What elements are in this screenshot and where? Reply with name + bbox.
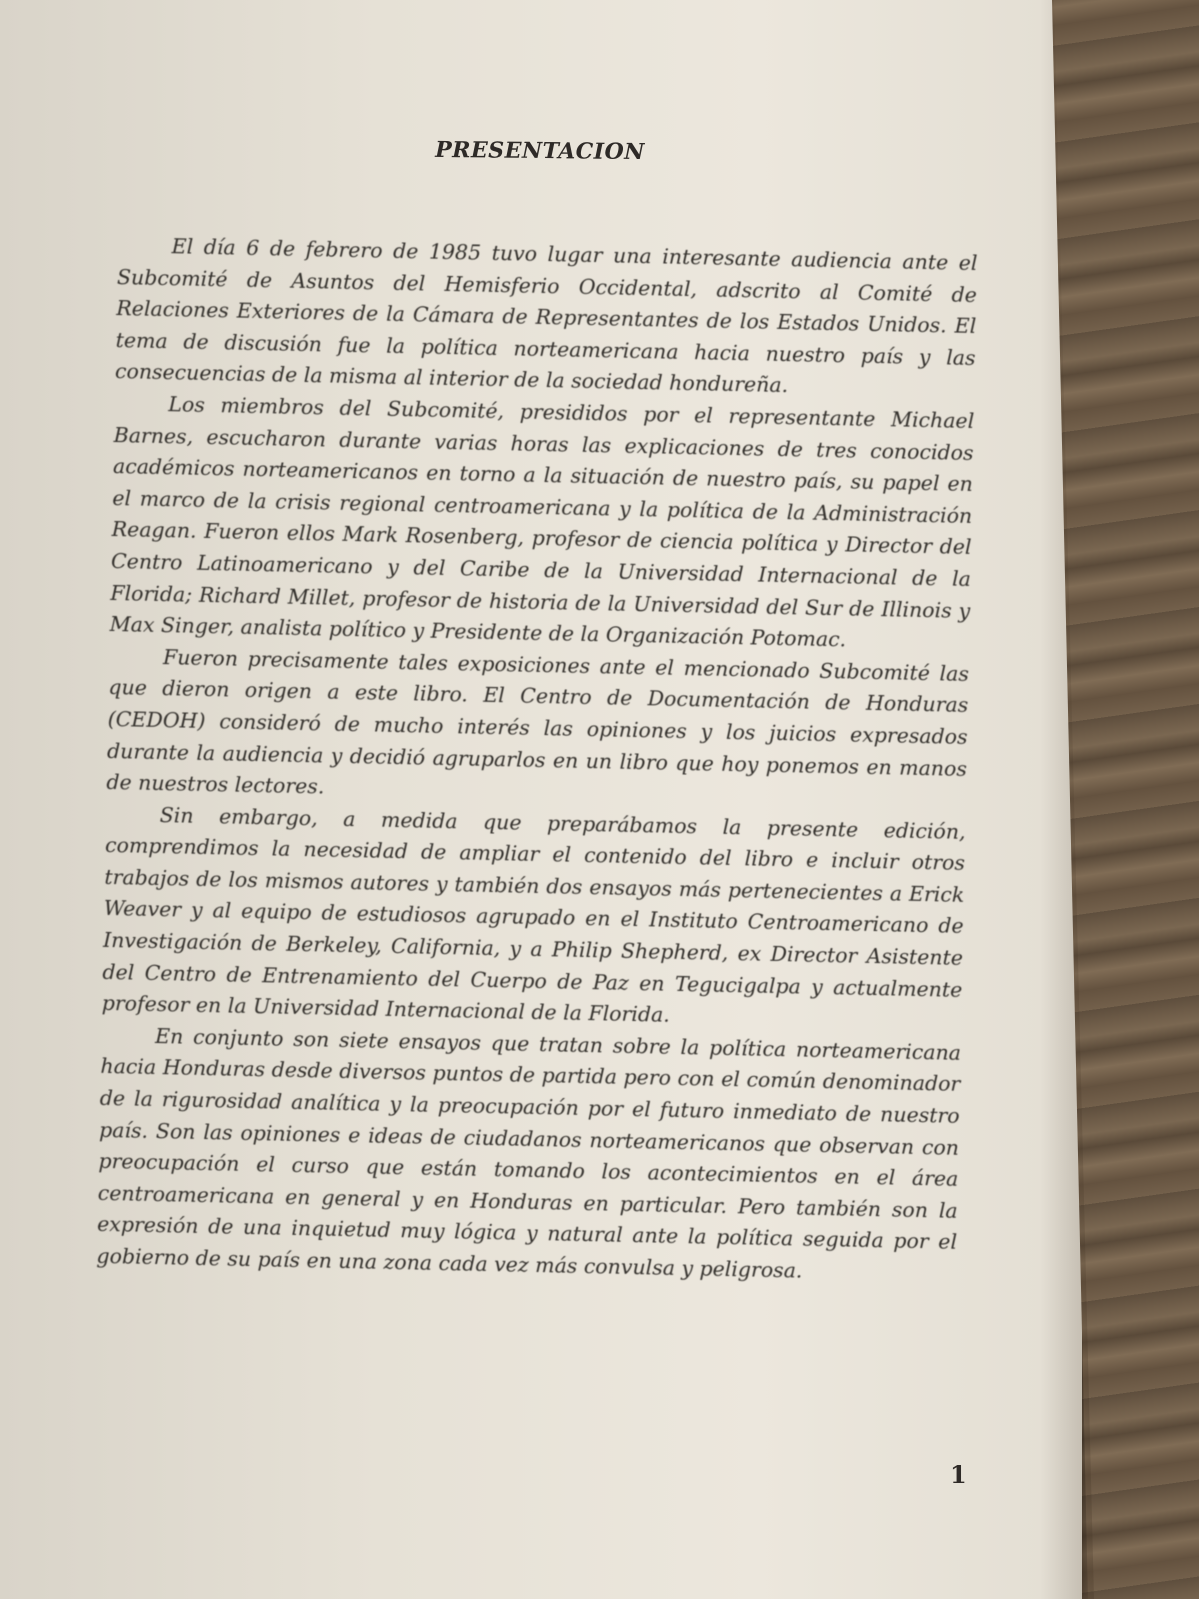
paragraph-3: Fueron precisamente tales exposiciones ante el mencionado Subcomité las que dieron origen a este libro. El Centro de Documentación de Honduras (CEDOH) consideró de mucho interés las opiniones y los juicios expresados durante la audiencia y decidió agruparlos en un libro que hoy ponemos en manos de nuestros lectores. [106, 644, 970, 799]
paragraph-4: Sin embargo, a medida que preparábamos la presente edición, comprendimos la necesidad de ampliar el contenido del libro e incluir otros trabajos de los mismos autores y también dos ensayos más pertenecientes a Erick Weaver y al equipo de estudiosos agrupado en el Instituto Centroamericano de Investigación de Berkeley, California, y a Philip Shepherd, ex Director Asistente del Centro de Entrenamiento del Cuerpo de Paz en Tegucigalpa y actualmente profesor en la Universidad Internacional de la Florida. [101, 802, 966, 1027]
page-title: PRESENTACION [435, 136, 645, 166]
paragraph-1: El día 6 de febrero de 1985 tuvo lugar una interesante audiencia ante el Subcomité de Asuntos del Hemisferio Occidental, adscrito al Comité de Relaciones Exteriores de la Cámara de Representantes de los Estados Unidos. El tema de discusión fue la política norteamericana hacia nuestro país y las consecuencias de la misma al interior de la sociedad hondureña. [114, 234, 978, 398]
paragraph-2: Los miembros del Subcomité, presididos por el representante Michael Barnes, escucharon durante varias horas las explicaciones de tres conocidos académicos norteamericanos en torno a la situación de nuestro país, su papel en el marco de la crisis regional centroamericana y la política de la Administración Reagan. Fueron ellos Mark Rosenberg, profesor de ciencia política y Director del Centro Latinoamericano y del Caribe de la Universidad Internacional de la Florida; Richard Millet, profesor de historia de la Universidad del Sur de Illinois y Max Singer, analista político y Presidente de la Organización Potomac. [109, 392, 975, 652]
page-number: 1 [950, 1460, 967, 1489]
page-body [96, 230, 978, 1290]
paragraph-5: En conjunto son siete ensayos que tratan sobre la política norteamericana hacia Honduras desde diversos puntos de partida pero con el común denominador de la rigurosidad analítica y la preocupación por el futuro inmediato de nuestro país. Son las opiniones e ideas de ciudadanos norteamericanos que observan con preocupación el curso que están tomando los acontecimientos en el área centroamericana en general y en Honduras en particular. Pero también son la expresión de una inquietud muy lógica y natural ante la política seguida por el gobierno de su país en una zona cada vez más convulsa y peligrosa. [96, 1023, 962, 1283]
